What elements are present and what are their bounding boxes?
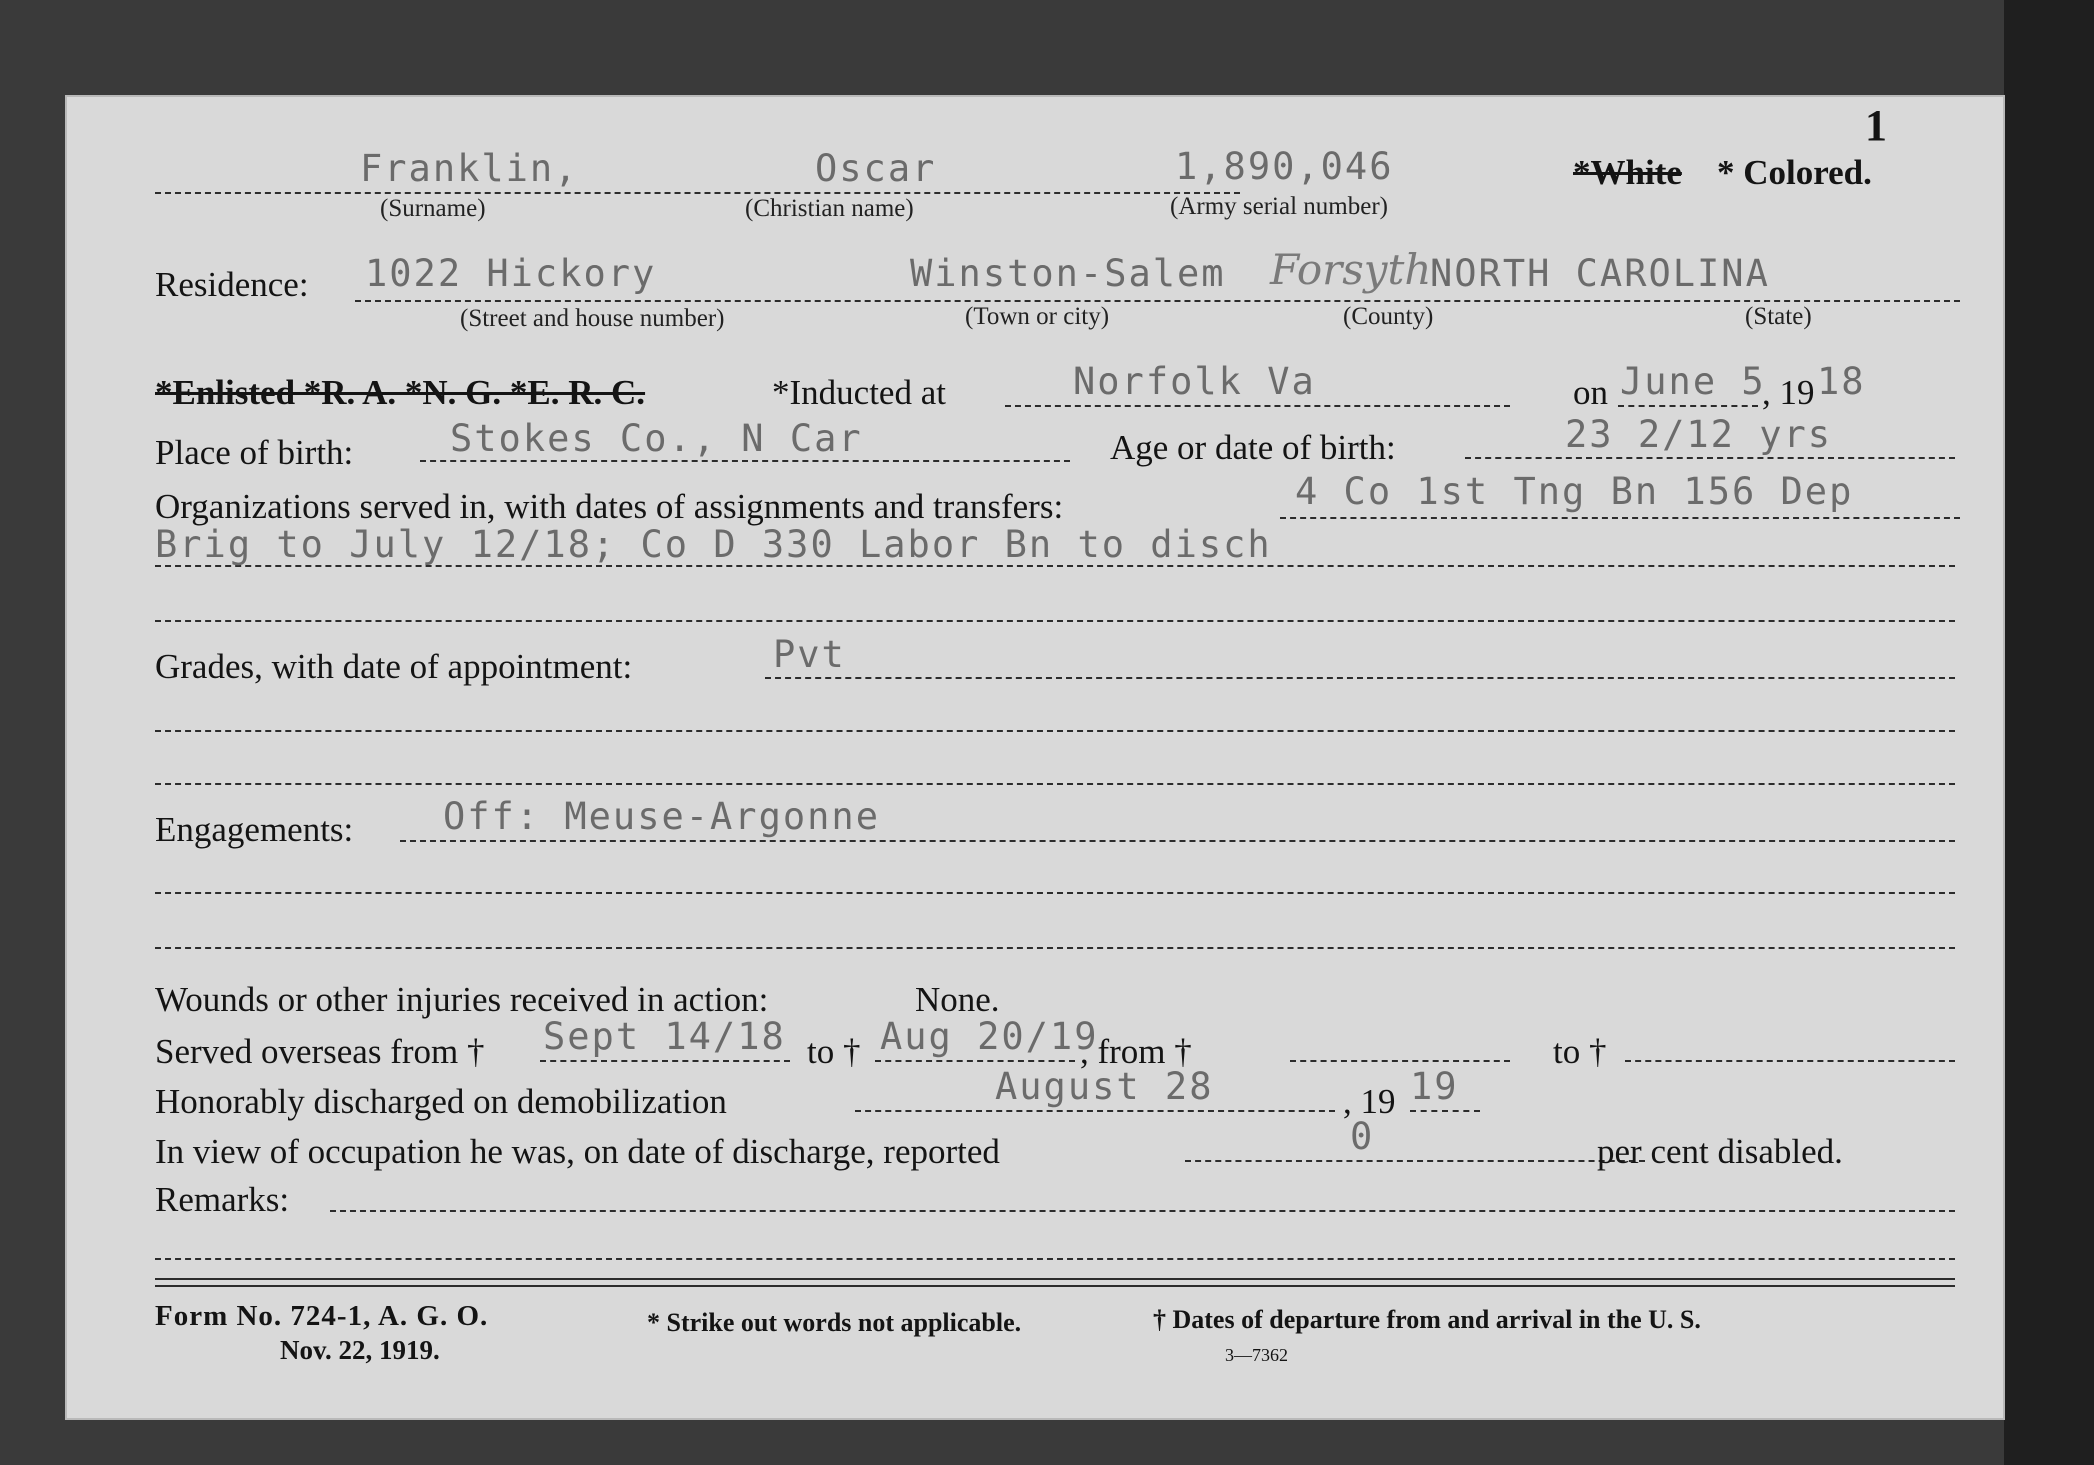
grades-line-1 (765, 677, 1955, 679)
place-of-birth-line (420, 460, 1070, 462)
caption-christian-name: (Christian name) (745, 195, 914, 222)
state-value: NORTH CAROLINA (1430, 252, 1770, 295)
age-line (1465, 457, 1955, 459)
wounds-label: Wounds or other injuries received in action: (155, 980, 769, 1019)
dates-note: † Dates of departure from and arrival in the U. S. (1153, 1305, 1701, 1334)
caption-street: (Street and house number) (460, 305, 725, 332)
overseas-to-label-2: to † (1553, 1032, 1607, 1071)
inducted-place: Norfolk Va (1073, 360, 1316, 403)
caption-town: (Town or city) (965, 303, 1110, 330)
engagements-line-3 (155, 947, 1955, 949)
organizations-line-1 (1280, 517, 1960, 519)
inducted-year-suffix: 18 (1817, 360, 1866, 403)
place-of-birth-value: Stokes Co., N Car (450, 417, 863, 460)
service-record-card (65, 95, 2005, 1420)
organizations-value-2: Brig to July 12/18; Co D 330 Labor Bn to disch (155, 523, 1272, 566)
overseas-to-line (875, 1060, 1075, 1062)
discharge-year-suffix: 19 (1410, 1065, 1459, 1108)
strike-note: * Strike out words not applicable. (647, 1308, 1022, 1337)
grades-label: Grades, with date of appointment: (155, 647, 633, 686)
disability-suffix: per cent disabled. (1597, 1132, 1843, 1171)
enlisted-options-struck: *Enlisted *R. A. *N. G. *E. R. C. (155, 373, 646, 412)
inducted-label: *Inducted at (772, 373, 946, 412)
remarks-line-2 (155, 1258, 1955, 1260)
caption-county: (County) (1343, 303, 1434, 330)
discharge-label: Honorably discharged on demobilization (155, 1082, 727, 1121)
page-number: 1 (1865, 101, 1887, 150)
on-label: on (1573, 373, 1608, 412)
engagements-line-2 (155, 892, 1955, 894)
overseas-from-value: Sept 14/18 (543, 1015, 786, 1058)
discharge-date: August 28 (995, 1065, 1214, 1108)
overseas-from-line-2 (1290, 1060, 1510, 1062)
footer-rule-1 (155, 1278, 1955, 1280)
grades-value: Pvt (773, 633, 846, 676)
inducted-date-line (1618, 405, 1758, 407)
disability-line (1185, 1160, 1645, 1162)
overseas-label: Served overseas from † (155, 1032, 485, 1071)
serial-number-value: 1,890,046 (1175, 145, 1394, 188)
form-date: Nov. 22, 1919. (280, 1335, 440, 1365)
caption-serial-number: (Army serial number) (1170, 193, 1388, 220)
discharge-year-prefix: , 19 (1343, 1082, 1396, 1121)
disability-label: In view of occupation he was, on date of discharge, reported (155, 1132, 1000, 1171)
organizations-line-3 (155, 620, 1955, 622)
wounds-value: None. (915, 980, 1000, 1019)
town-value: Winston-Salem (910, 252, 1226, 295)
inducted-year-prefix: , 19 (1762, 373, 1815, 412)
residence-line (355, 300, 1960, 302)
race-white-struck: *White (1573, 153, 1682, 192)
overseas-from-label-2: , from † (1080, 1032, 1192, 1071)
footer-rule-2 (155, 1285, 1955, 1287)
organizations-value-1: 4 Co 1st Tng Bn 156 Dep (1295, 470, 1854, 513)
overseas-to-label: to † (807, 1032, 861, 1071)
grades-line-3 (155, 783, 1955, 785)
discharge-year-line (1410, 1110, 1480, 1112)
disability-value: 0 (1350, 1115, 1375, 1158)
county-handwritten: Forsyth (1270, 245, 1432, 294)
caption-state: (State) (1745, 303, 1812, 330)
christian-name-value: Oscar (815, 147, 937, 190)
place-of-birth-label: Place of birth: (155, 433, 354, 472)
engagements-line-1 (400, 840, 1955, 842)
discharge-date-line (855, 1110, 1335, 1112)
print-code: 3—7362 (1225, 1345, 1288, 1365)
age-value: 23 2/12 yrs (1565, 413, 1833, 456)
inducted-line (1005, 405, 1510, 407)
engagements-value: Off: Meuse-Argonne (443, 795, 880, 838)
residence-label: Residence: (155, 265, 309, 304)
engagements-label: Engagements: (155, 810, 354, 849)
age-label: Age or date of birth: (1110, 428, 1396, 467)
organizations-label: Organizations served in, with dates of assignments and transfers: (155, 487, 1064, 526)
inducted-date: June 5 (1620, 360, 1766, 403)
remarks-line-1 (330, 1210, 1955, 1212)
overseas-to-value: Aug 20/19 (880, 1015, 1099, 1058)
form-number: Form No. 724-1, A. G. O. (155, 1300, 489, 1332)
overseas-to-line-2 (1625, 1060, 1955, 1062)
caption-surname: (Surname) (380, 195, 486, 222)
background-edge (2004, 0, 2094, 1465)
street-value: 1022 Hickory (365, 252, 657, 295)
name-line (155, 192, 1240, 194)
surname-value: Franklin, (360, 147, 579, 190)
race-colored: * Colored. (1717, 153, 1872, 192)
overseas-from-line (540, 1060, 790, 1062)
grades-line-2 (155, 730, 1955, 732)
remarks-label: Remarks: (155, 1180, 290, 1219)
